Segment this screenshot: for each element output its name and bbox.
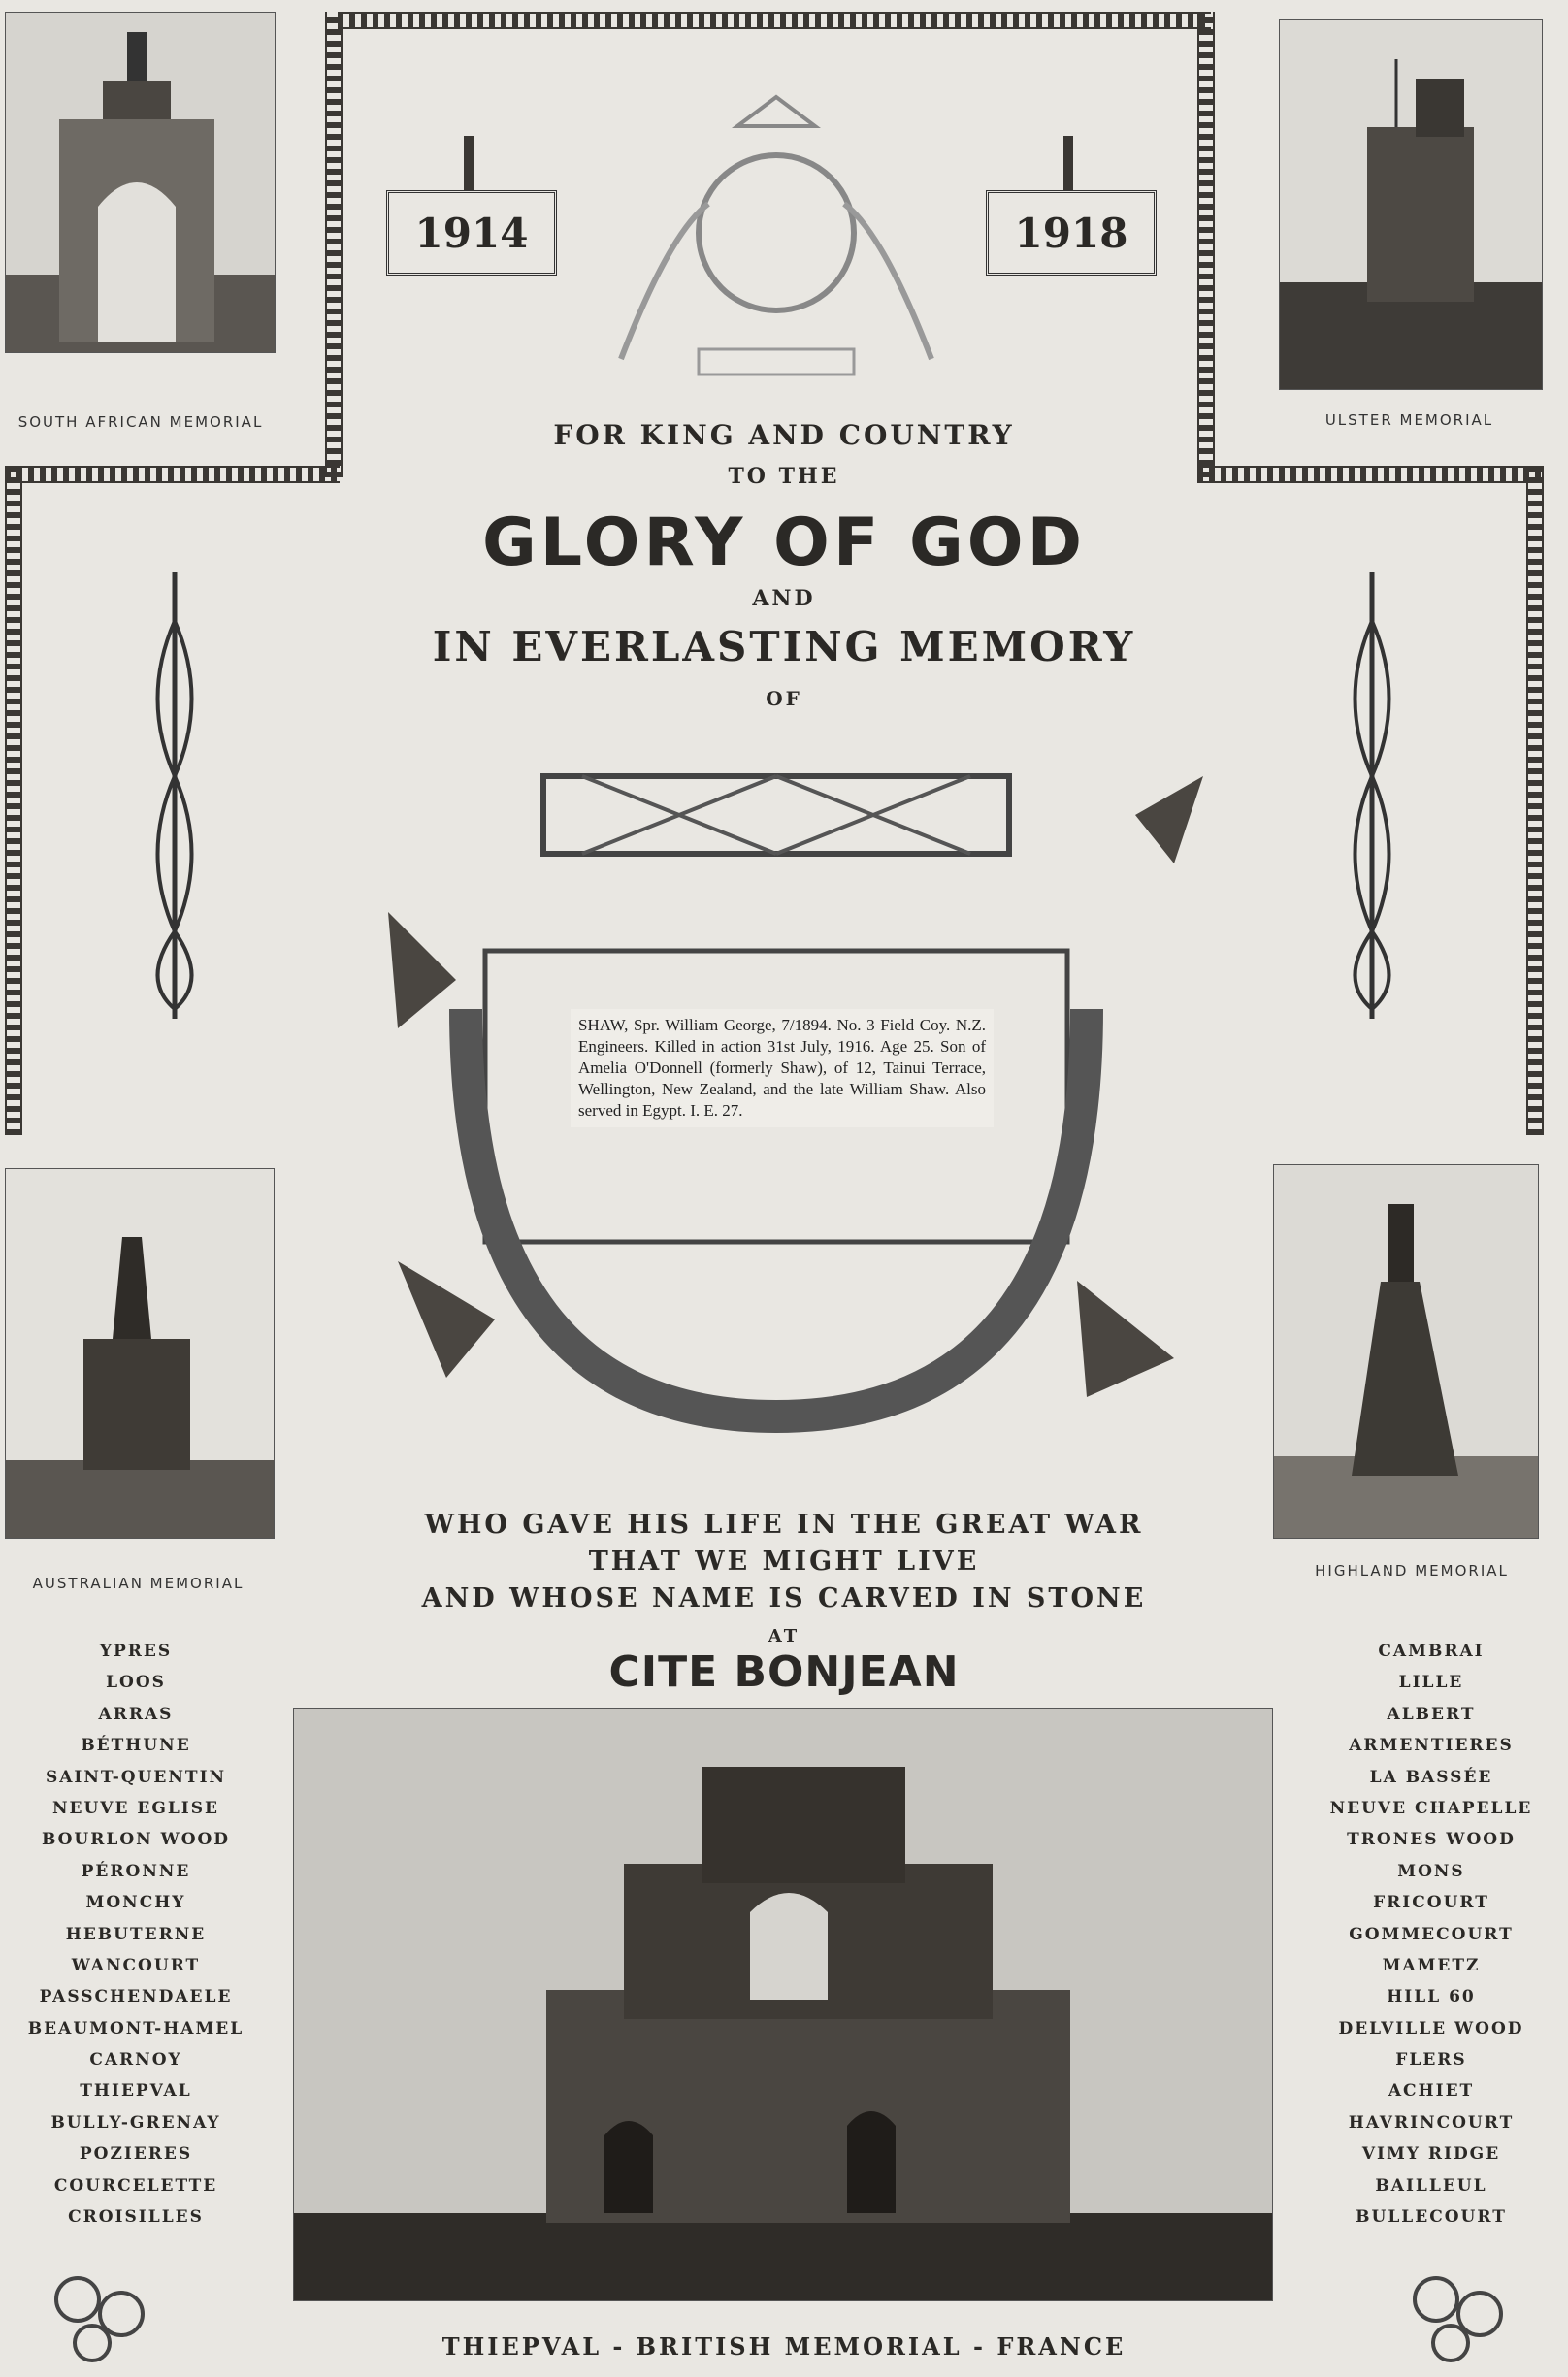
top-left-border (325, 12, 343, 477)
place-name: BÉTHUNE (81, 1736, 191, 1756)
highland-memorial-caption: HIGHLAND MEMORIAL (1315, 1562, 1509, 1579)
carved-in-stone-line: AND WHOSE NAME IS CARVED IN STONE (421, 1583, 1147, 1613)
ulster-memorial-caption: ULSTER MEMORIAL (1324, 411, 1494, 429)
australian-memorial-caption: AUSTRALIAN MEMORIAL (32, 1575, 245, 1592)
statue-monument-icon (6, 1169, 274, 1538)
place-name: TRONES WOOD (1347, 1830, 1516, 1850)
place-name: BULLECOURT (1356, 2207, 1507, 2228)
that-we-might-live-line: THAT WE MIGHT LIVE (588, 1547, 980, 1577)
place-name: ARRAS (98, 1704, 174, 1724)
year-end-box: 1918 (986, 190, 1157, 276)
place-name: ALBERT (1387, 1704, 1476, 1724)
place-name: HAVRINCOURT (1348, 2112, 1515, 2133)
place-name: MAMETZ (1382, 1955, 1481, 1975)
everlasting-memory-heading: IN EVERLASTING MEMORY (432, 623, 1136, 670)
place-name: HEBUTERNE (65, 1924, 207, 1944)
gave-his-life-line: WHO GAVE HIS LIFE IN THE GREAT WAR (424, 1510, 1144, 1540)
place-name: PASSCHENDAELE (39, 1987, 233, 2007)
place-name: LA BASSÉE (1369, 1767, 1493, 1787)
torch-icon (464, 136, 474, 190)
australian-memorial-photo (5, 1168, 275, 1539)
place-name: NEUVE CHAPELLE (1329, 1798, 1533, 1818)
place-name: CAMBRAI (1378, 1642, 1485, 1661)
laurel-torch-icon (136, 563, 213, 1028)
arch-monument-icon (6, 13, 275, 352)
top-border (338, 12, 1211, 29)
page-title: GLORY OF GOD (481, 505, 1087, 581)
place-name: FRICOURT (1373, 1893, 1489, 1913)
tower-monument-icon (1280, 20, 1542, 389)
place-name: ARMENTIERES (1349, 1736, 1514, 1756)
place-name: NEUVE EGLISE (51, 1798, 219, 1818)
top-right-border (1197, 12, 1215, 477)
place-name: CROISILLES (68, 2207, 204, 2228)
place-name: VIMY RIDGE (1361, 2144, 1501, 2165)
highland-memorial-photo (1273, 1164, 1539, 1539)
thiepval-memorial-photo (293, 1708, 1273, 2301)
to-the-heading: TO THE (728, 464, 840, 489)
place-name: YPRES (99, 1642, 173, 1661)
ulster-memorial-photo (1279, 19, 1543, 390)
highlander-monument-icon (1274, 1165, 1538, 1538)
torch-icon (1063, 136, 1073, 190)
south-african-memorial-caption: SOUTH AFRICAN MEMORIAL (17, 413, 264, 431)
places-left-list (5, 1636, 267, 2232)
at-line: AT (768, 1626, 800, 1646)
place-name: WANCOURT (71, 1955, 201, 1975)
place-name: MONCHY (85, 1893, 186, 1913)
place-name: BAILLEUL (1375, 2175, 1487, 2196)
cemetery-name: CITE BONJEAN (608, 1647, 960, 1697)
place-name: SAINT-QUENTIN (45, 1767, 227, 1787)
epitaph-text: SHAW, Spr. William George, 7/1894. No. 3 Field Coy. N.Z. Engineers. Killed in action 31st July, 1916. Age 25. Son of Amelia O'Donnell (formerly Shaw), of 12, Tainui Terrace, Wellington, New Zealand, and the late William Shaw. Also served in Egypt. I. E. 27. (571, 1009, 994, 1127)
place-name: ACHIET (1388, 2081, 1475, 2101)
south-african-memorial-photo (5, 12, 276, 353)
and-heading: AND (752, 586, 816, 611)
place-name: POZIERES (79, 2144, 193, 2165)
year-start-box: 1914 (386, 190, 557, 276)
royal-coat-of-arms-icon (582, 87, 970, 398)
bottom-caption: THIEPVAL - BRITISH MEMORIAL - FRANCE (441, 2332, 1127, 2361)
thiepval-arch-icon (294, 1709, 1272, 2300)
places-right-list (1300, 1636, 1562, 2232)
place-name: BOURLON WOOD (41, 1830, 231, 1850)
place-name: HILL 60 (1387, 1987, 1476, 2007)
place-name: BEAUMONT-HAMEL (27, 2018, 245, 2038)
place-name: LOOS (106, 1673, 166, 1693)
laurel-torch-icon (1333, 563, 1411, 1028)
place-name: BULLY-GRENAY (50, 2112, 221, 2133)
place-name: LILLE (1398, 1673, 1464, 1693)
place-name: FLERS (1395, 2050, 1467, 2070)
place-name: THIEPVAL (80, 2081, 192, 2101)
place-name: CARNOY (89, 2050, 182, 2070)
place-name: GOMMECOURT (1349, 1924, 1514, 1944)
place-name: COURCELETTE (53, 2175, 218, 2196)
for-king-heading: FOR KING AND COUNTRY (553, 419, 1015, 451)
of-heading: OF (766, 687, 802, 710)
place-name: MONS (1397, 1861, 1465, 1881)
place-name: DELVILLE WOOD (1338, 2018, 1524, 2038)
place-name: PÉRONNE (81, 1861, 191, 1881)
